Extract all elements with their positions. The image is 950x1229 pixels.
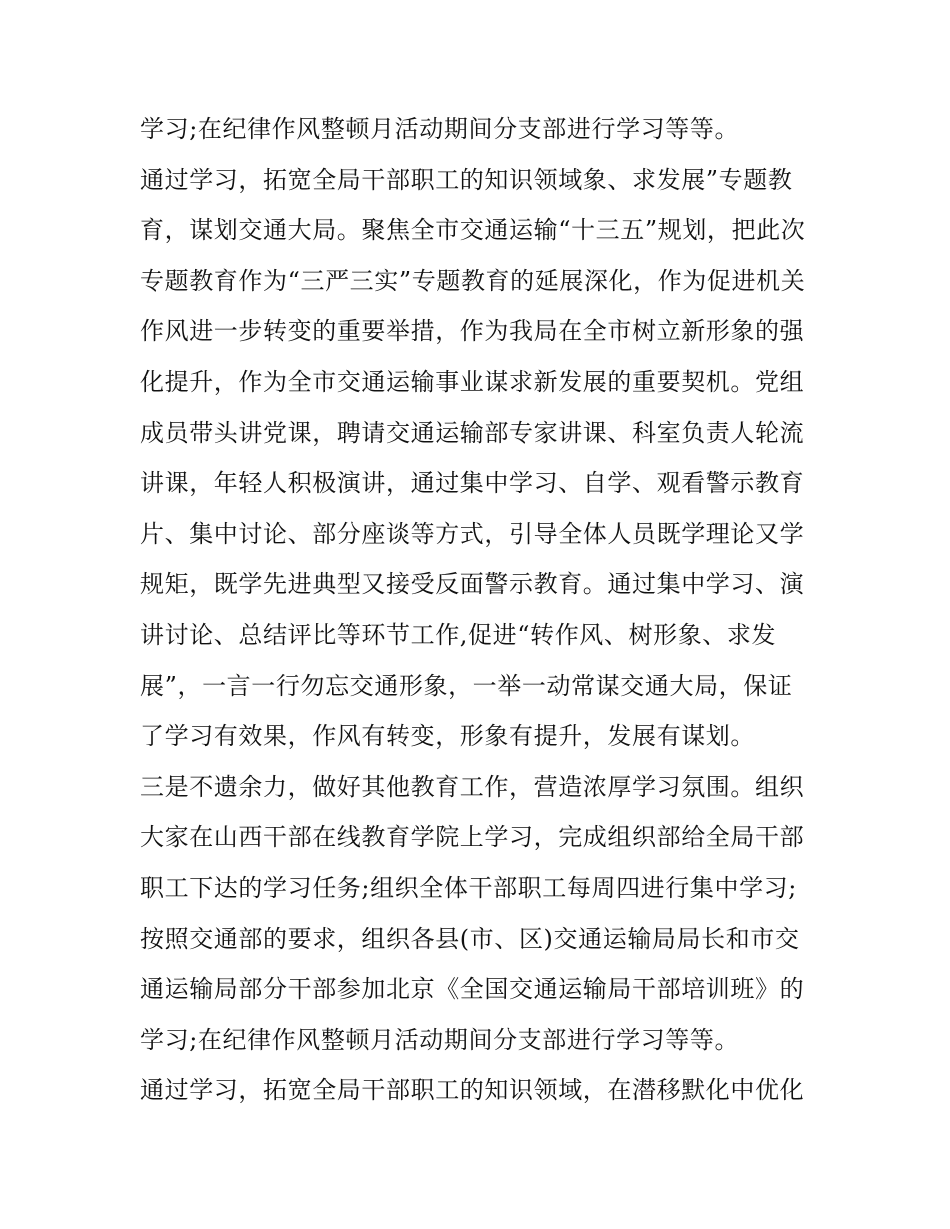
text-line: 片、集中讨论、部分座谈等方式，引导全体人员既学理论又学 bbox=[140, 519, 805, 548]
text-line: 三是不遗余力，做好其他教育工作，营造浓厚学习氛围。组织 bbox=[140, 772, 805, 801]
text-line: 通运输局部分干部参加北京《全国交通运输局干部培训班》的 bbox=[140, 975, 805, 1004]
text-line: 专题教育作为“三严三实”专题教育的延展深化，作为促进机关 bbox=[140, 266, 806, 295]
text-line: 化提升，作为全市交通运输事业谋求新发展的重要契机。党组 bbox=[140, 367, 805, 396]
text-line: 成员带头讲党课，聘请交通运输部专家讲课、科室负责人轮流 bbox=[140, 418, 805, 447]
text-line: 讲讨论、总结评比等环节工作,促进“转作风、树形象、求发 bbox=[140, 620, 777, 649]
text-line: 大家在山西干部在线教育学院上学习，完成组织部给全局干部 bbox=[140, 823, 805, 852]
text-line: 展”，一言一行勿忘交通形象，一举一动常谋交通大局，保证 bbox=[140, 671, 793, 700]
document-body bbox=[140, 104, 820, 1116]
text-line: 学习;在纪律作风整顿月活动期间分支部进行学习等等。 bbox=[140, 1025, 740, 1054]
text-line: 通过学习，拓宽全局干部职工的知识领域象、求发展”专题教 bbox=[140, 165, 793, 194]
text-line: 作风进一步转变的重要举措，作为我局在全市树立新形象的强 bbox=[140, 317, 805, 346]
text-line: 按照交通部的要求，组织各县(市、区)交通运输局局长和市交 bbox=[140, 924, 800, 953]
text-line: 通过学习，拓宽全局干部职工的知识领域，在潜移默化中优化 bbox=[140, 1076, 805, 1105]
text-line: 学习;在纪律作风整顿月活动期间分支部进行学习等等。 bbox=[140, 115, 740, 143]
text-line: 职工下达的学习任务;组织全体干部职工每周四进行集中学习; bbox=[140, 873, 797, 902]
text-line: 了学习有效果，作风有转变，形象有提升，发展有谋划。 bbox=[140, 722, 755, 751]
text-line: 讲课，年轻人积极演讲，通过集中学习、自学、观看警示教育 bbox=[140, 469, 805, 498]
text-line: 规矩，既学先进典型又接受反面警示教育。通过集中学习、演 bbox=[140, 570, 805, 599]
text-line: 育，谋划交通大局。聚焦全市交通运输“十三五”规划，把此次 bbox=[140, 216, 806, 245]
